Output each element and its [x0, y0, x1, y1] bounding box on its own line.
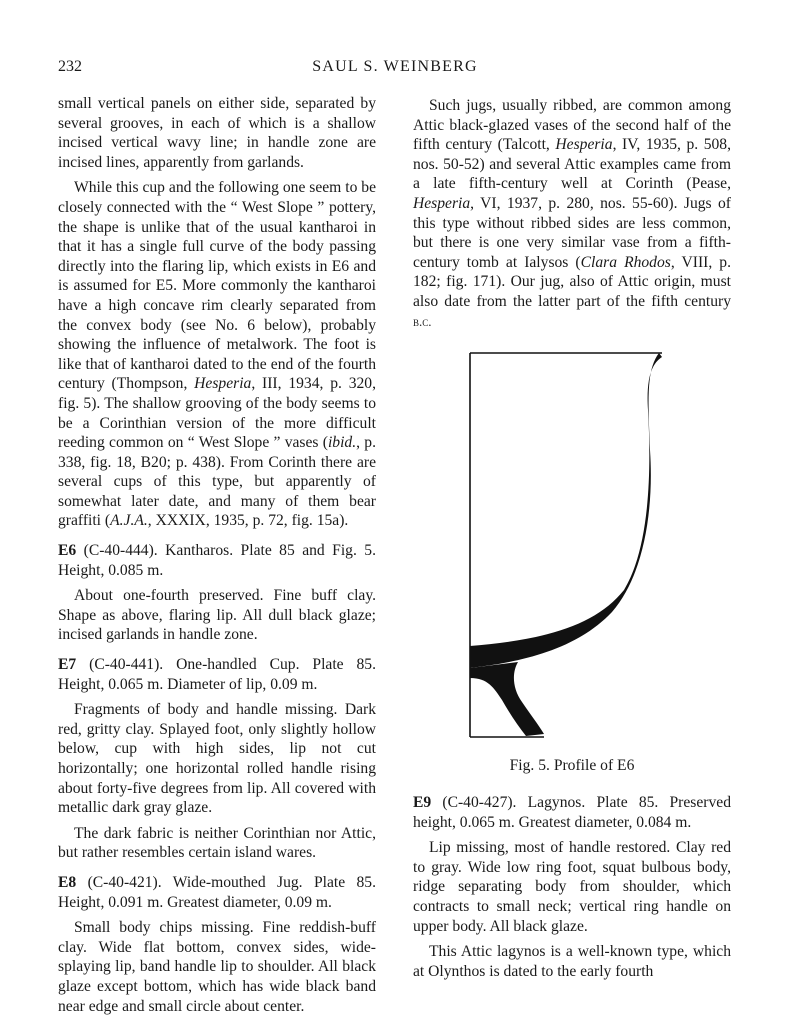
entry-note: This Attic lagynos is a well-known type, which at Olynthos is dated to the early fourth — [413, 943, 731, 980]
figure-caption: Fig. 5. Profile of E6 — [509, 757, 635, 774]
paragraph: small vertical panels on either side, separated by several grooves, in each of which is a shallow incised vertical wavy line; in handle zone are incised lines, apparently from garlands. — [58, 95, 376, 171]
vessel-foot-section — [470, 662, 544, 736]
paragraph: Such jugs, usually ribbed, are common among Attic black-glazed vases of the second half of the fifth century (Talcott, Hesperia, IV, 1935, p. 508, nos. 50-52) and several Attic examples came from a late fifth-century well at Corinth (Pease, Hesperia, VI, 1937, p. 280, nos. 55-60). Jugs of this type without ribbed sides are less common, but there is one very similar vase from a fifth-century tomb at Ialysos (Clara Rhodos, VIII, p. 182; fig. 171). Our jug, also of Attic origin, must also date from the latter part of the fifth century b.c. — [413, 97, 732, 329]
page-number: 232 — [58, 58, 82, 75]
vase-profile-drawing — [466, 350, 666, 740]
catalog-entry-e7: E7 (C-40-441). One-handled Cup. Plate 85. Height, 0.065 m. Diameter of lip, 0.09 m. — [58, 656, 376, 693]
right-column-upper — [413, 96, 731, 337]
entry-note: The dark fabric is neither Corinthian nor Attic, but rather resembles certain island wares. — [58, 824, 376, 862]
catalog-entry-e9: E9 (C-40-427). Lagynos. Plate 85. Preserved height, 0.065 m. Greatest diameter, 0.084 m. — [413, 794, 731, 831]
right-column-lower — [413, 793, 731, 987]
catalog-entry-e8: E8 (C-40-421). Wide-mouthed Jug. Plate 85. Height, 0.091 m. Greatest diameter, 0.09 m. — [58, 873, 376, 911]
entry-description: Small body chips missing. Fine reddish-buff clay. Wide flat bottom, convex sides, wide-splaying lip, band handle lip to shoulder. All black glaze except bottom, which has wide black band near edge and small circle about center. — [58, 919, 376, 1015]
entry-description: Fragments of body and handle missing. Dark red, gritty clay. Splayed foot, only slightly hollow below, cup with high sides, lip not cut horizontally; one horizontal rolled handle rising about forty-five degrees from lip. All covered with metallic dark gray glaze. — [58, 701, 376, 817]
entry-id: E7 — [58, 656, 77, 674]
vessel-wall-section — [470, 353, 662, 668]
running-head: SAUL S. WEINBERG — [312, 58, 478, 75]
paragraph: While this cup and the following one seem to be closely connected with the “ West Slope ” pottery, the shape is unlike that of the usual kantharoi in that it has a single full curve of the body passing directly into the flaring lip, which exists in E6 and is assumed for E5. More commonly the kantharoi have a high concave rim clearly separated from the convex body (see No. 6 below), probably showing the influence of metalwork. The foot is like that of kantharoi dated to the end of the fourth century (Thompson, Hesperia, III, 1934, p. 320, fig. 5). The shallow grooving of the body seems to be a Corinthian version of the more difficult reeding common on “ West Slope ” vases (ibid., p. 338, fig. 18, B20; p. 438). From Corinth there are several cups of this type, but apparently of somewhat later date, and many of them bear graffiti (A.J.A., XXXIX, 1935, p. 72, fig. 15a). — [58, 179, 376, 530]
catalog-entry-e6: E6 (C-40-444). Kantharos. Plate 85 and Fig. 5. Height, 0.085 m. — [58, 542, 376, 579]
entry-description: About one-fourth preserved. Fine buff clay. Shape as above, flaring lip. All dull black glaze; incised garlands in handle zone. — [58, 587, 376, 644]
figure-profile-e6 — [466, 350, 666, 740]
entry-id: E8 — [58, 873, 77, 891]
entry-description: Lip missing, most of handle restored. Clay red to gray. Wide low ring foot, squat bulbous body, ridge separating body from shoulder, which contracts to small neck; vertical ring handle on upper body. All black glaze. — [413, 839, 731, 935]
page-header — [58, 58, 732, 84]
left-column — [58, 94, 376, 1022]
entry-id: E9 — [413, 794, 432, 811]
entry-id: E6 — [58, 542, 77, 560]
